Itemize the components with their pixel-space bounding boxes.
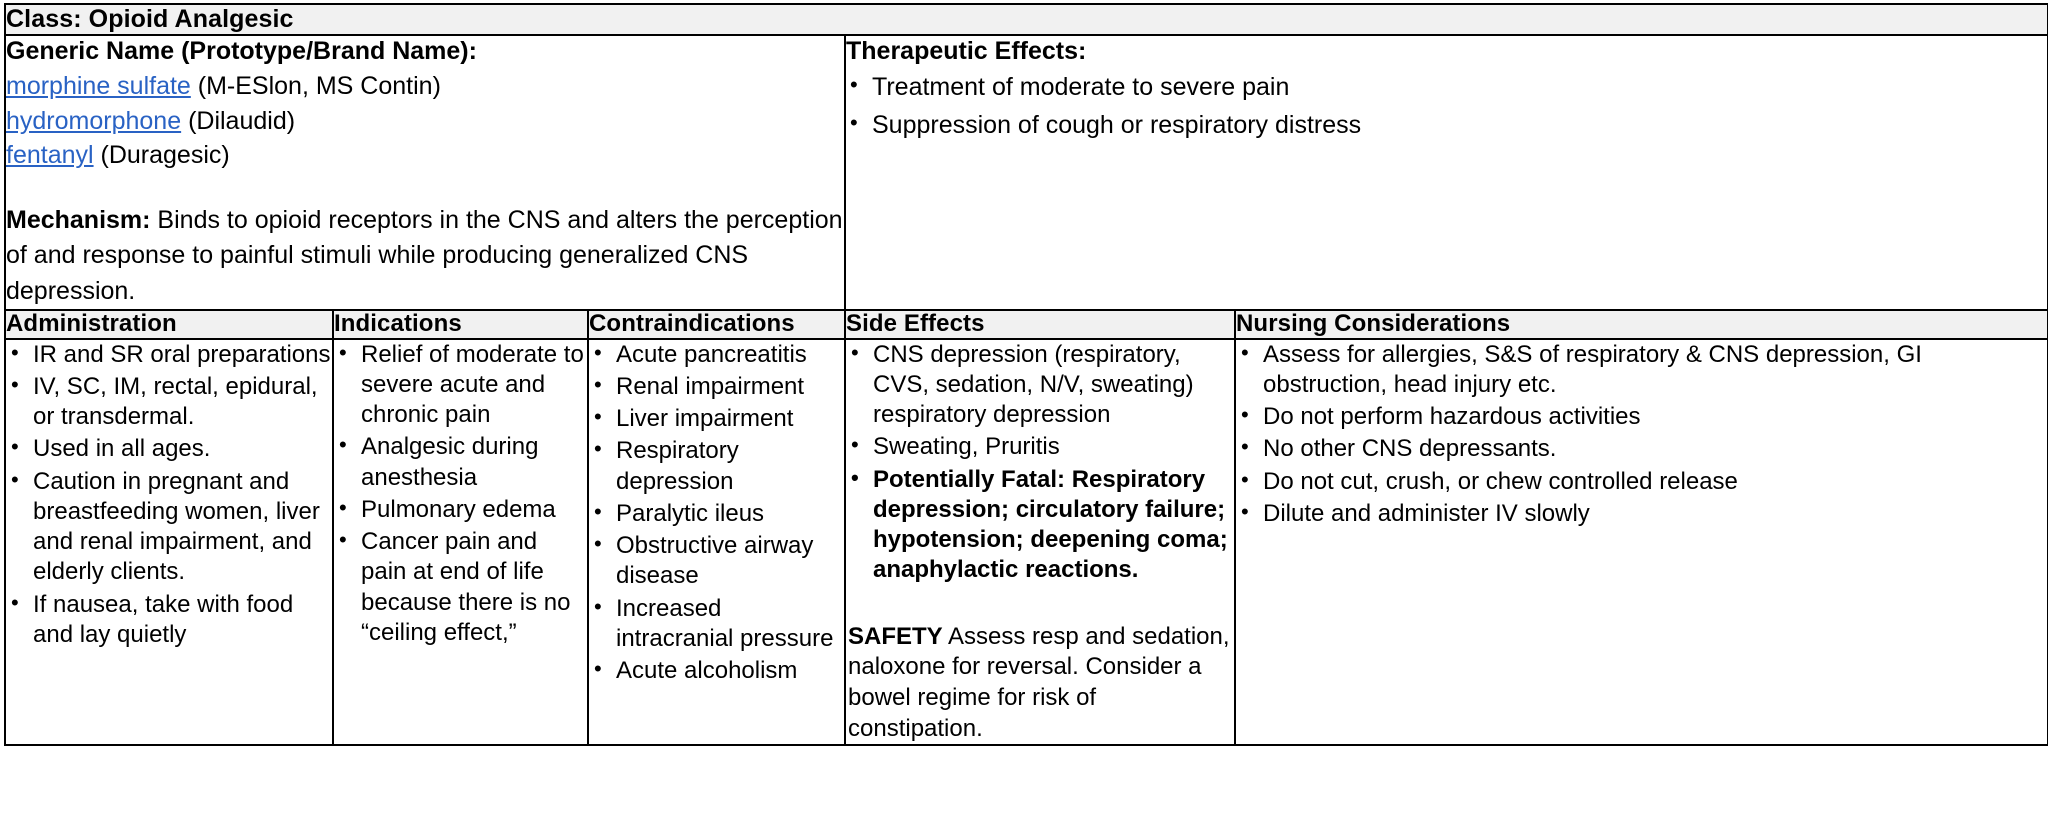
list-item: • Acute alcoholism [589, 656, 844, 686]
list-item: • Suppression of cough or respiratory distress [846, 108, 2047, 144]
column-header-contraindications: Contraindications [588, 310, 845, 338]
column-header-nursing-considerations: Nursing Considerations [1235, 310, 2048, 338]
list-item: • Do not cut, crush, or chew controlled release [1236, 467, 2047, 497]
nursing-considerations-cell [1235, 339, 2048, 746]
side-effects-cell [845, 339, 1235, 746]
drug-link-hydromorphone[interactable]: hydromorphone [6, 106, 182, 135]
drug-card-table [4, 3, 2048, 746]
indications-list [334, 340, 587, 648]
list-item: • Liver impairment [589, 404, 844, 434]
safety-note [846, 622, 1234, 745]
column-header-side-effects: Side Effects [845, 310, 1235, 338]
column-header-row [5, 310, 2048, 338]
mechanism-label: Mechanism: [6, 205, 151, 234]
therapeutic-effects-heading: Therapeutic Effects: [846, 36, 1087, 65]
mechanism-text: Binds to opioid receptors in the CNS and alters the perception of and response to painful stimuli while producing generalized CNS depression. [6, 205, 843, 305]
column-body-row [5, 339, 2048, 746]
class-header-cell: Class: Opioid Analgesic [5, 4, 2048, 35]
generic-name-heading: Generic Name (Prototype/Brand Name): [6, 36, 477, 65]
administration-list [6, 340, 332, 650]
drug-link-morphine[interactable]: morphine sulfate [6, 72, 191, 101]
column-header-administration: Administration [5, 310, 333, 338]
drug-brand-morphine: (M-ESlon, MS Contin) [190, 72, 441, 101]
list-item: • IR and SR oral preparations [6, 340, 332, 370]
safety-label: SAFETY [848, 622, 943, 650]
list-item: • Sweating, Pruritis [846, 432, 1234, 462]
list-item: • Increased intracranial pressure [589, 594, 844, 654]
list-item: • Analgesic during anesthesia [334, 432, 587, 492]
drug-card-sheet [0, 3, 2048, 831]
column-header-indications: Indications [333, 310, 588, 338]
drug-link-fentanyl[interactable]: fentanyl [6, 141, 94, 170]
list-item: • CNS depression (respiratory, CVS, sedation, N/V, sweating) respiratory depression [846, 340, 1234, 431]
contraindications-cell [588, 339, 845, 746]
list-item: • Respiratory depression [589, 436, 844, 496]
contraindications-list [589, 340, 844, 687]
therapeutic-effects-list [846, 70, 2047, 143]
list-item: • Relief of moderate to severe acute and chronic pain [334, 340, 587, 431]
nursing-considerations-list [1236, 340, 2047, 529]
list-item: • Cancer pain and pain at end of life because there is no “ceiling effect,” [334, 527, 587, 648]
list-item: • Paralytic ileus [589, 499, 844, 529]
drug-entry [6, 138, 844, 173]
drug-entry [6, 69, 844, 104]
list-item: • Acute pancreatitis [589, 340, 844, 370]
blank-line-spacer [6, 173, 844, 203]
list-item: • Caution in pregnant and breastfeeding women, liver and renal impairment, and elderly clients. [6, 467, 332, 588]
drug-brand-hydromorphone: (Dilaudid) [181, 106, 296, 135]
list-item: • Treatment of moderate to severe pain [846, 70, 2047, 106]
list-item: • Used in all ages. [6, 434, 332, 464]
list-item: • If nausea, take with food and lay quietly [6, 590, 332, 650]
list-item: • Pulmonary edema [334, 495, 587, 525]
administration-cell [5, 339, 333, 746]
list-item: • Dilute and administer IV slowly [1236, 499, 2047, 529]
safety-text: Assess resp and sedation, naloxone for reversal. Consider a bowel regime for risk of constipation. [848, 622, 1230, 742]
indications-cell [333, 339, 588, 746]
mechanism-paragraph [6, 203, 844, 310]
list-item: • No other CNS depressants. [1236, 434, 2047, 464]
list-item-fatal: • Potentially Fatal: Respiratory depression; circulatory failure; hypotension; deepening coma; anaphylactic reactions. [846, 465, 1234, 586]
class-header-row [5, 4, 2048, 35]
list-item: • Do not perform hazardous activities [1236, 402, 2047, 432]
side-effects-list [846, 340, 1234, 586]
generic-mechanism-cell [5, 35, 845, 311]
list-item: • Renal impairment [589, 372, 844, 402]
therapeutic-effects-cell [845, 35, 2048, 311]
list-item: • Assess for allergies, S&S of respiratory & CNS depression, GI obstruction, head injury etc. [1236, 340, 2047, 400]
list-item: • IV, SC, IM, rectal, epidural, or transdermal. [6, 372, 332, 432]
drug-brand-fentanyl: (Duragesic) [93, 141, 230, 170]
drug-entry [6, 104, 844, 139]
list-item: • Obstructive airway disease [589, 531, 844, 591]
info-row [5, 35, 2048, 311]
